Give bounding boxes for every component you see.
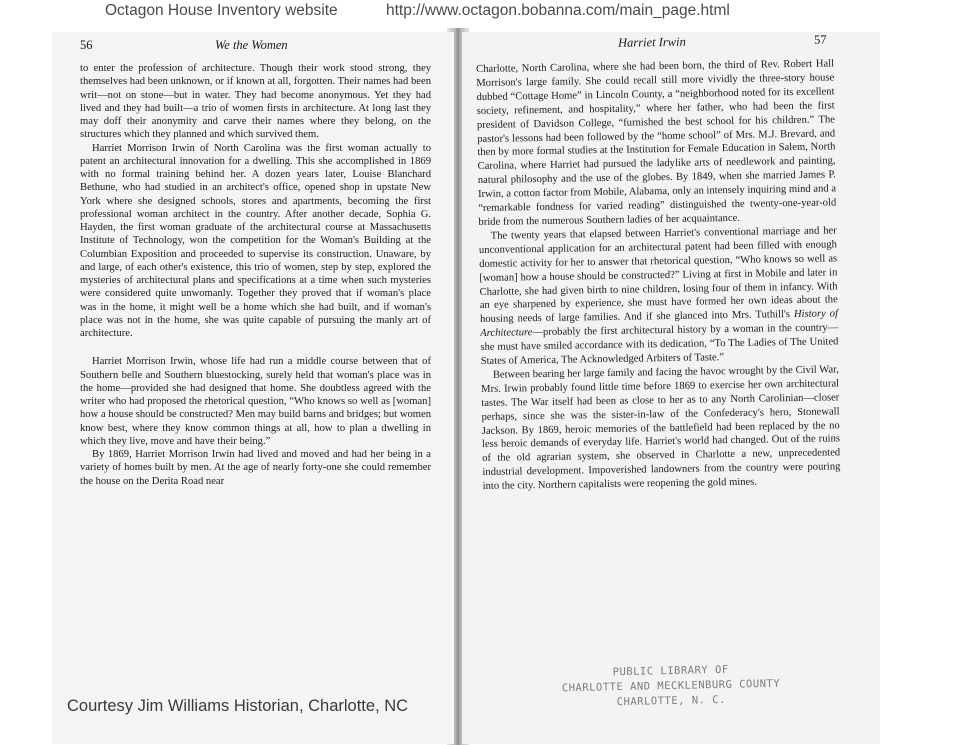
right-running-title: Harriet Irwin (617, 34, 686, 50)
right-page-text (476, 57, 841, 494)
paragraph: Between bearing her large family and facing the havoc wrought by the Civil War, Mrs. Irwin probably found little time before 1869 to exercise her own architectural tastes. The War itself had been as close to her as to any North Carolinian—closer perhaps, since she was the sister-in-law of the Confederacy's hero, Stonewall Jackson. By 1869, heroic memories of the battlefield had been replaced by the no less heroic demands of everyday life. Harriet's world had changed. Out of the ruins of the old agrarian system, she observed in Charlotte a new, unprecedented industrial development. Impoverished landowners from the country were pouring into the city. Northern capitalists were reopening the gold mines. (481, 364, 841, 493)
right-running-head (476, 32, 834, 50)
paragraph: Harriet Morrison Irwin of North Carolina was the first woman actually to patent an architectural innovation for a dwelling. This she accomplished in 1869 with no formal training behind her. A dozen years later, Louise Blanchard Bethune, who had studied in an architect's office, opened shop in upstate New York where she designed schools, stores and apartments, becoming the first professional woman architect in the country. After another decade, Sophia G. Hayden, the first woman graduate of the architectural course at Massachusetts Institute of Technology, won the competition for the Woman's Building at the Columbian Exposition and proceeded to supervise its construction. Unaware, by and large, of each other's existence, this trio of women, step by step, explored the mysteries of architectural plans and specifications at a time when such mysteries were considered quite unwomanly. Together they proved that if woman's place was in the home, it might well be a home which she had built, and if woman's place was not in the home, she was quite capable of pursuing the manly art of architecture. (80, 142, 431, 339)
right-page (462, 32, 880, 744)
paragraph: Harriet Morrison Irwin, whose life had run a middle course between that of Southern belle and Southern bluestocking, surely held that woman's place was in the home—provided she had designed that home. She doubtless agreed with the writer who had proposed the rhetorical question, “Who knows so well as [woman] how a house should be constructed? Men may build barns and bridges; but women know best, where they know common things at all, how to plan a dwelling in which they live, move and have their being.” (80, 356, 431, 447)
courtesy-credit: Courtesy Jim Williams Historian, Charlotte, NC (67, 697, 409, 715)
book-title: History of Architecture (480, 308, 839, 340)
left-running-title: We the Women (215, 38, 288, 52)
left-page-text (80, 62, 431, 488)
site-url: http://www.octagon.bobanna.com/main_page.html (386, 2, 730, 19)
site-label: Octagon House Inventory website (105, 2, 338, 19)
paragraph: By 1869, Harriet Morrison Irwin had lived and moved and had her being in a variety of homes built by men. At the age of nearly forty-one she could remember the house on the Derita Road near (80, 449, 431, 487)
header-caption (0, 2, 961, 22)
left-page-number: 56 (80, 38, 93, 52)
stamp-line: PUBLIC LIBRARY OF (612, 663, 729, 679)
stamp-line: CHARLOTTE, N. C. (616, 693, 726, 709)
paragraph (479, 224, 839, 369)
paragraph: Charlotte, North Carolina, where she had been born, the third of Rev. Robert Hall Morrison's large family. She could recall still more vividly the three-story house dubbed “Cottage Home” in Lincoln County, a “neighborhood noted for its excellent society, refinement, and hospitality,” where her father, who had been the first president of Davidson College, “furnished the best school for his children.” The pastor's lessons had been followed by the “home school” of Mrs. M.J. Brevard, and then by more formal studies at the Institution for Female Education in Salem, North Carolina, where Harriet had pursued the ladylike arts of needlework and painting, natural philosophy and the use of the globes. By 1849, when she married James P. Irwin, a cotton factor from Mobile, Alabama, only an intensely inquiring mind and a “remarkable fondness for varied reading” distinguished the twenty-one-year-old bride from the numerous Southern ladies of her acquaintance. (476, 58, 837, 228)
right-page-number: 57 (813, 32, 827, 47)
paragraph: to enter the profession of architecture. Though their work stood strong, they themselves had been unknown, or if known at all, forgotten. Their names had been writ—not on stone—but in water. They had become anonymous. Yet they had lived and they had built—a trio of women firsts in architecture. At long last they may doff their anonymity and carve their names where they belong, on the structures which they planned and which survived them. (80, 63, 431, 141)
stamp-line: CHARLOTTE AND MECKLENBURG COUNTY (561, 677, 781, 695)
paragraph-text: —probably the first architectural history by a woman in the country—she must have smiled accordance with its dedication, “To The Ladies of The United States of America, The Acknowledged Arbiters of Taste.” (480, 322, 839, 367)
library-stamp (556, 662, 787, 712)
left-page (52, 32, 454, 744)
paragraph-text: The twenty years that elapsed between Harriet's conventional marriage and her unconventional application for an architectural patent had been filled with enough domestic activity for her to answer that rhetorical question, “Who knows so well as [woman] how a house should be constructed?” Living at first in Mobile and later in Charlotte, she had given birth to nine children, losing four of them in infancy. With an eye sharpened by experience, she must have formed her own ideas about the housing needs of large families. And if she glanced into Mrs. Tuthill's (478, 225, 838, 326)
